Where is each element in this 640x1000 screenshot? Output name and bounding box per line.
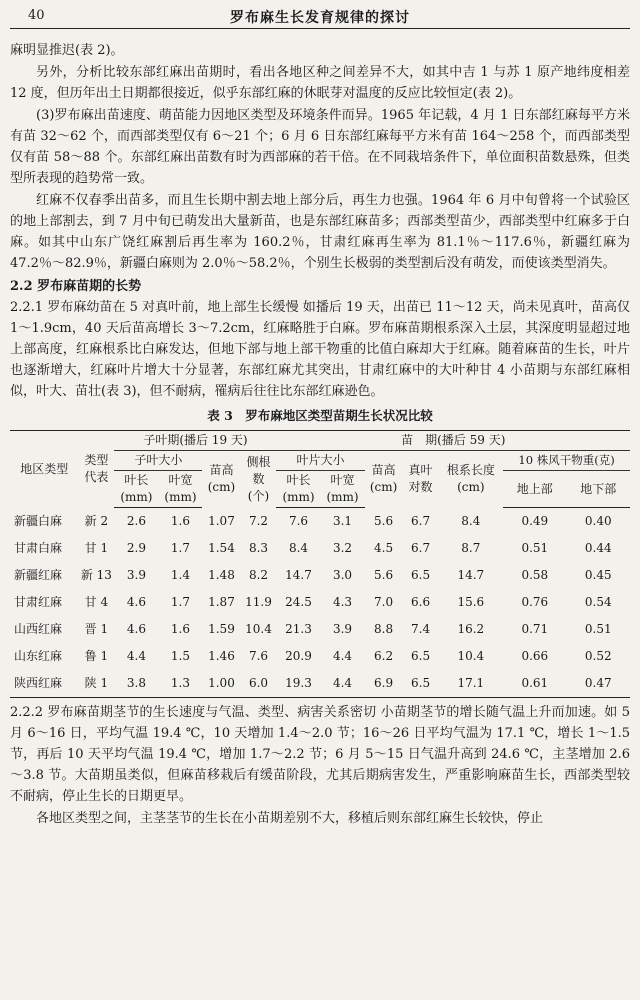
cell-value: 2.6 — [126, 514, 146, 528]
cell-value: 1.54 — [208, 541, 235, 555]
cell-value: 7.6 — [288, 514, 309, 528]
cell-type-rep: 陕 1 — [84, 676, 109, 690]
cell-value: 1.4 — [170, 568, 190, 582]
cell-value: 21.3 — [285, 622, 312, 636]
col-header-type-rep: 类型代表 — [84, 453, 109, 485]
cell-value: 0.51 — [584, 622, 612, 636]
cell-value: 8.3 — [248, 541, 269, 555]
cell-value: 1.07 — [208, 513, 235, 528]
section-heading: 2.2 罗布麻苗期的长势 — [10, 279, 142, 294]
cell-value: 15.6 — [457, 595, 485, 609]
col-header-dry-weight: 10 株风干物重(克) — [503, 451, 630, 471]
paragraph-2-2-2: 2.2.2 罗布麻苗期茎节的生长速度与气温、类型、病害关系密切 小苗期茎节的增长随气温上升而加速。如 5 月 6～16 日，平均气温 19.4 ℃，10 天增加 1.4～2.0 节；16～26 日平均气温为 17.1 ℃，增长 1～1.5 节，再后 10 天平均气温 19.4 ℃，增加 1.7～2.2 节；6 月 5～15 日气温升高到 24.6 ℃，主茎增加 2.6～3.8 节。大苗期虽类似，但麻苗移栽后有缓苗阶段，尤其后期病害发生，严重影响麻苗生长，西部类型较不耐病，停止生长的日期更早。 — [10, 705, 630, 804]
cell-value: 6.9 — [374, 676, 394, 690]
cell-region: 新疆红麻 — [14, 568, 63, 582]
cell-type-rep: 新 13 — [80, 568, 112, 582]
cell-value: 3.8 — [126, 676, 146, 690]
cell-value: 1.6 — [170, 514, 190, 528]
table-body — [10, 508, 630, 698]
cell-value: 4.4 — [332, 676, 353, 690]
cell-value: 4.4 — [332, 649, 353, 663]
cell-value: 3.2 — [332, 541, 353, 555]
cell-value: 24.5 — [285, 595, 312, 609]
cell-value: 10.4 — [457, 649, 485, 663]
cell-value: 1.87 — [208, 595, 235, 609]
page-number: 40 — [28, 8, 45, 23]
cell-type-rep: 鲁 1 — [84, 649, 109, 663]
cell-value: 1.3 — [170, 676, 190, 690]
col-header-cotyledon-size: 子叶大小 — [114, 451, 202, 471]
col-header-leaf-size: 叶片大小 — [276, 451, 364, 471]
paragraph: 另外，分析比较东部红麻出苗期时，看出各地区种之间差异不大，如其中吉 1 与苏 1 原产地纬度相差 12 度，但历年出土日期都很接近，似乎东部红麻的休眠芽对温度的反应比较恒定(表 2)。 — [10, 65, 630, 101]
cell-value: 6.5 — [411, 676, 431, 690]
cell-value: 6.0 — [248, 676, 269, 690]
paragraph: 红麻不仅春季出苗多，而且生长期中割去地上部分后，再生力也强。1964 年 6 月中旬曾将一个试验区的地上部割去，到 7 月中旬已萌发出大量新苗，也是东部红麻苗多；西部类型苗少，西部类型中红麻多于白麻。如其中山东广饶红麻割后再生率为 160.2％，甘肃红麻再生率为 81.1％～117.6％，新疆红麻为 47.2％～82.9％，新疆白麻则为 2.0％～58.2％，个别生长极弱的类型割后没有萌发，而使该类型消失。 — [10, 193, 630, 271]
cell-value: 7.4 — [411, 622, 431, 636]
cell-type-rep: 甘 1 — [84, 541, 109, 555]
page-header — [10, 0, 630, 29]
cell-value: 1.48 — [208, 568, 235, 582]
cell-value: 8.4 — [288, 541, 309, 555]
cell-value: 0.61 — [521, 676, 549, 690]
cell-type-rep: 晋 1 — [84, 622, 109, 636]
cell-value: 1.5 — [170, 649, 190, 663]
cell-region: 山东红麻 — [14, 649, 63, 663]
cell-value: 0.58 — [521, 568, 549, 582]
running-title: 罗布麻生长发育规律的探讨 — [230, 10, 410, 26]
cell-value: 3.1 — [332, 514, 353, 528]
paragraph: 麻明显推迟(表 2)。 — [10, 43, 124, 58]
cell-value: 3.9 — [332, 622, 353, 636]
group-header-seedling: 苗 期(播后 59 天) — [276, 431, 630, 451]
paragraph: 各地区类型之间，主茎茎节的生长在小苗期差别不大，移植后则东部红麻生长较快，停止 — [36, 811, 544, 826]
table-row — [10, 616, 630, 643]
cell-value: 6.6 — [411, 595, 431, 609]
cell-value: 1.6 — [170, 622, 190, 636]
cell-value: 17.1 — [457, 676, 485, 690]
cell-value: 3.0 — [332, 568, 353, 582]
cell-value: 0.47 — [584, 676, 612, 690]
cell-value: 0.49 — [521, 514, 549, 528]
cell-value: 19.3 — [285, 676, 312, 690]
cell-value: 1.7 — [170, 595, 190, 609]
col-header-height-2: 苗高 (cm) — [369, 463, 398, 495]
cell-value: 0.44 — [584, 541, 612, 555]
col-header-above-ground: 地上部 — [503, 471, 566, 508]
cell-value: 16.2 — [457, 622, 485, 636]
cell-value: 0.76 — [521, 595, 549, 609]
table-row — [10, 670, 630, 698]
table-row — [10, 535, 630, 562]
col-header-lateral-roots: 侧根数 (个) — [246, 454, 271, 503]
cell-value: 4.5 — [374, 541, 394, 555]
table-row — [10, 508, 630, 536]
data-table — [10, 430, 630, 698]
cell-value: 0.45 — [584, 568, 612, 582]
cell-value: 8.7 — [461, 541, 481, 555]
cell-value: 8.2 — [248, 568, 269, 582]
cell-value: 2.9 — [126, 541, 146, 555]
cell-value: 14.7 — [457, 568, 485, 582]
cell-value: 0.54 — [584, 595, 612, 609]
cell-value: 4.6 — [126, 622, 146, 636]
table-caption: 表 3 罗布麻地区类型苗期生长状况比较 — [207, 408, 433, 423]
cell-value: 6.7 — [411, 541, 431, 555]
cell-value: 4.4 — [126, 649, 146, 663]
col-header-true-leaf-pairs: 真叶对数 — [408, 463, 433, 495]
cell-value: 8.8 — [374, 622, 394, 636]
cell-value: 7.6 — [248, 649, 269, 663]
cell-value: 6.5 — [411, 568, 431, 582]
cell-value: 14.7 — [285, 568, 312, 582]
col-header-cot-length: 叶长 (mm) — [114, 471, 158, 508]
cell-value: 8.4 — [461, 513, 481, 528]
cell-region: 山西红麻 — [14, 622, 63, 636]
cell-value: 10.4 — [245, 622, 272, 636]
cell-value: 7.0 — [374, 595, 394, 609]
cell-value: 1.00 — [208, 676, 235, 690]
cell-type-rep: 新 2 — [84, 513, 109, 528]
cell-region: 甘肃白麻 — [14, 541, 63, 555]
cell-value: 6.5 — [411, 649, 431, 663]
cell-value: 6.7 — [411, 513, 431, 528]
col-header-height: 苗高 (cm) — [207, 463, 236, 495]
group-header-cotyledon: 子叶期(播后 19 天) — [114, 431, 276, 451]
col-header-region: 地区类型 — [20, 461, 69, 476]
cell-value: 0.40 — [584, 514, 612, 528]
col-header-root-length: 根系长度 (cm) — [446, 463, 495, 495]
cell-value: 5.6 — [374, 513, 394, 528]
cell-region: 新疆白麻 — [14, 513, 63, 528]
cell-type-rep: 甘 4 — [84, 595, 109, 609]
cell-region: 陕西红麻 — [14, 676, 63, 690]
col-header-cot-width: 叶宽 (mm) — [158, 471, 202, 508]
cell-value: 0.51 — [521, 541, 549, 555]
cell-value: 7.2 — [248, 513, 269, 528]
cell-value: 5.6 — [374, 568, 394, 582]
article-body — [10, 40, 630, 830]
cell-value: 0.66 — [521, 649, 549, 663]
paragraph-2-2-1: 2.2.1 罗布麻幼苗在 5 对真叶前，地上部生长缓慢 如播后 19 天，出苗已 11～12 天，尚未见真叶，苗高仅 1～1.9cm，40 天后苗高增长 3～7.2cm，红麻略胜于白麻。罗布麻苗期根系深入土层，其深度明显超过地上部高度，红麻根系比白麻发达，但地下部与地上部干物重的比值白麻却大于红麻。随着麻苗的生长，叶片也逐渐增大，红麻叶片增大十分显著，东部红麻尤其突出，甘肃红麻中的大叶种甘 4 小苗期与东部红麻相似，叶大、苗壮(表 3)，但不耐病，罹病后往往比东部红麻逊色。 — [10, 300, 630, 399]
cell-value: 1.46 — [208, 649, 235, 663]
col-header-leaf-length: 叶长 (mm) — [276, 471, 320, 508]
cell-value: 4.3 — [332, 595, 353, 609]
cell-value: 1.7 — [170, 541, 190, 555]
cell-value: 11.9 — [245, 595, 272, 609]
table-row — [10, 562, 630, 589]
col-header-leaf-width: 叶宽 (mm) — [321, 471, 365, 508]
cell-value: 6.2 — [374, 649, 394, 663]
paragraph: (3)罗布麻出苗速度、萌苗能力因地区类型及环境条件而异。1965 年记载，4 月 1 日东部红麻每平方米有苗 32～62 个，而西部类型仅有 6～21 个；6 月 6 日东部红麻每平方米有苗 164～258 个，而西部类型仅有苗 58～88 个。东部红麻出苗数有时为西部麻的若干倍。在不同栽培条件下，单位面积苗数悬殊，但类型所表现的趋势常一致。 — [10, 108, 630, 186]
cell-value: 3.9 — [126, 568, 146, 582]
cell-region: 甘肃红麻 — [14, 595, 63, 609]
cell-value: 4.6 — [126, 595, 146, 609]
table-row — [10, 643, 630, 670]
cell-value: 0.71 — [521, 622, 549, 636]
col-header-below-ground: 地下部 — [567, 471, 631, 508]
cell-value: 20.9 — [285, 649, 312, 663]
table-row — [10, 589, 630, 616]
cell-value: 1.59 — [208, 622, 235, 636]
cell-value: 0.52 — [584, 649, 612, 663]
